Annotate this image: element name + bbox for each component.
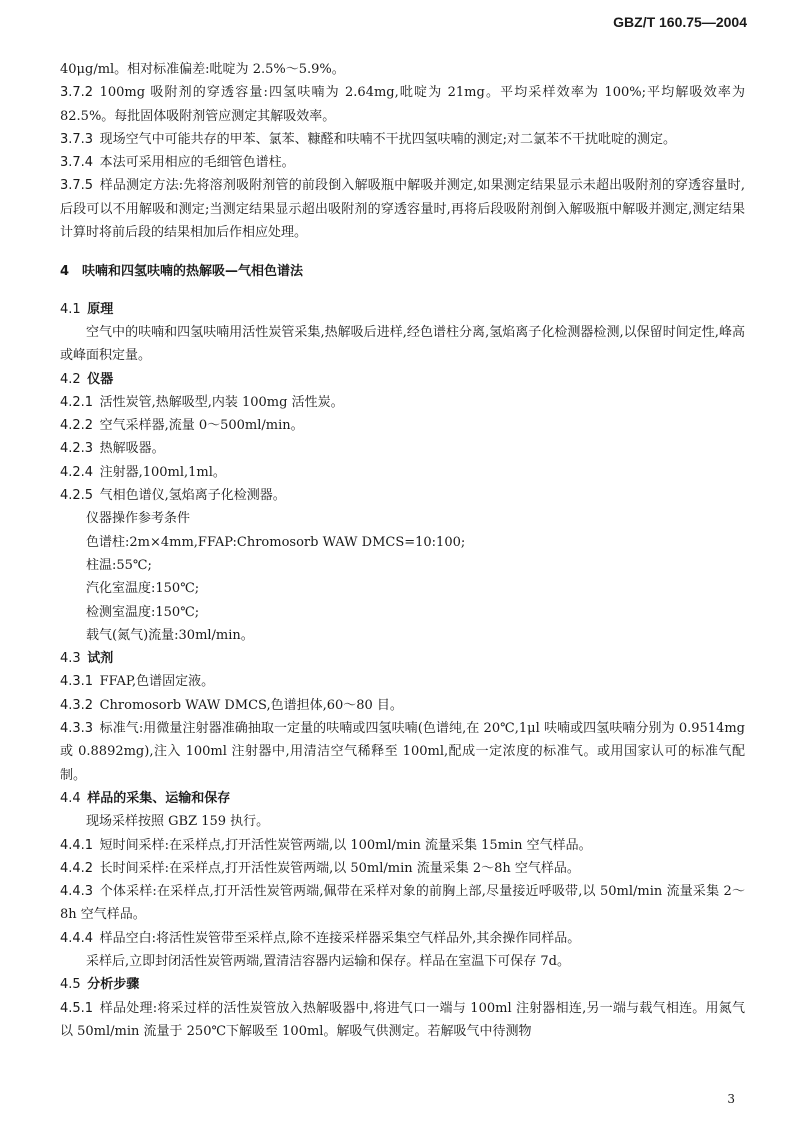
paragraph — [60, 321, 745, 368]
paragraph — [60, 577, 745, 600]
paragraph — [60, 997, 745, 1044]
subsection-heading — [60, 298, 745, 321]
clause-text: 柱温:55℃; — [86, 557, 152, 573]
paragraph — [60, 414, 745, 437]
clause-number: 4.4 — [60, 790, 81, 806]
clause-text: 试剂 — [87, 651, 114, 667]
clause-text: 汽化室温度:150℃; — [86, 581, 200, 597]
clause-number: 4.2.1 — [60, 394, 94, 410]
paragraph — [60, 81, 745, 128]
clause-text: 检测室温度:150℃; — [86, 604, 200, 620]
clause-number: 3.7.3 — [60, 131, 94, 147]
clause-number: 4 — [60, 264, 70, 280]
paragraph — [60, 174, 745, 244]
clause-text: 活性炭管,热解吸型,内装 100mg 活性炭。 — [99, 394, 344, 410]
paragraph — [60, 670, 745, 693]
clause-number: 4.3.2 — [60, 697, 94, 713]
clause-number: 4.2.3 — [60, 441, 94, 457]
clause-text: 本法可采用相应的毛细管色谱柱。 — [99, 155, 295, 171]
clause-number: 3.7.4 — [60, 155, 94, 171]
clause-text: 仪器操作参考条件 — [86, 511, 191, 527]
clause-text: 热解吸器。 — [99, 441, 165, 457]
clause-text: FFAP,色谱固定液。 — [99, 674, 215, 690]
clause-text: 短时间采样:在采样点,打开活性炭管两端,以 100ml/min 流量采集 15min 空气样品。 — [99, 837, 592, 853]
clause-text: 样品空白:将活性炭管带至采样点,除不连接采样器采集空气样品外,其余操作同样品。 — [99, 930, 581, 946]
paragraph — [60, 461, 745, 484]
paragraph — [60, 507, 745, 530]
clause-text: 样品测定方法:先将溶剂吸附剂管的前段倒入解吸瓶中解吸并测定,如果测定结果显示未超出吸附剂的穿透容量时,后段可以不用解吸和测定;当测定结果显示超出吸附剂的穿透容量时,再将后段吸附剂倒入解吸瓶中解吸并测定,测定结果计算时将前后段的结果相加后作相应处理。 — [60, 178, 745, 241]
paragraph — [60, 810, 745, 833]
clause-number: 3.7.5 — [60, 178, 94, 194]
paragraph — [60, 484, 745, 507]
paragraph — [60, 927, 745, 950]
paragraph — [60, 391, 745, 414]
document-body — [60, 58, 745, 1043]
clause-text: 长时间采样:在采样点,打开活性炭管两端,以 50ml/min 流量采集 2～8h 空气样品。 — [99, 860, 580, 876]
clause-number: 4.5 — [60, 977, 81, 993]
paragraph — [60, 151, 745, 174]
clause-number: 4.4.4 — [60, 930, 94, 946]
clause-text: Chromosorb WAW DMCS,色谱担体,60～80 目。 — [99, 697, 403, 713]
clause-text: 注射器,100ml,1ml。 — [99, 464, 226, 480]
paragraph — [60, 437, 745, 460]
clause-text: 空气中的呋喃和四氢呋喃用活性炭管采集,热解吸后进样,经色谱柱分离,氢焰离子化检测器检测,以保留时间定性,峰高或峰面积定量。 — [60, 324, 745, 364]
subsection-heading — [60, 368, 745, 391]
clause-text: 40μg/ml。相对标准偏差:吡啶为 2.5%～5.9%。 — [60, 62, 345, 77]
clause-text: 载气(氮气)流量:30ml/min。 — [86, 627, 254, 643]
subsection-heading — [60, 647, 745, 670]
clause-text: 100mg 吸附剂的穿透容量:四氢呋喃为 2.64mg,吡啶为 21mg。平均采样效率为 100%;平均解吸效率为 82.5%。每批固体吸附剂管应测定其解吸效率。 — [60, 85, 745, 124]
subsection-heading — [60, 973, 745, 996]
paragraph — [60, 58, 745, 81]
clause-number: 4.3.3 — [60, 721, 94, 737]
section-heading — [60, 260, 745, 283]
clause-text: 样品处理:将采过样的活性炭管放入热解吸器中,将进气口一端与 100ml 注射器相连,另一端与载气相连。用氮气以 50ml/min 流量于 250℃下解吸至 100ml。解吸气供测定。若解吸气中待测物 — [60, 1000, 745, 1039]
clause-number: 4.2 — [60, 371, 81, 387]
clause-text: 气相色谱仪,氢焰离子化检测器。 — [99, 488, 286, 504]
paragraph — [60, 531, 745, 554]
paragraph — [60, 717, 745, 787]
clause-number: 4.4.3 — [60, 884, 94, 900]
clause-number: 4.1 — [60, 301, 81, 317]
paragraph — [60, 554, 745, 577]
clause-text: 空气采样器,流量 0～500ml/min。 — [99, 418, 304, 434]
clause-number: 4.3.1 — [60, 674, 94, 690]
clause-text: 呋喃和四氢呋喃的热解吸—气相色谱法 — [82, 264, 304, 280]
clause-number: 3.7.2 — [60, 85, 94, 101]
clause-number: 4.4.2 — [60, 860, 94, 876]
paragraph — [60, 624, 745, 647]
paragraph — [60, 880, 745, 927]
clause-number: 4.5.1 — [60, 1000, 94, 1016]
clause-text: 仪器 — [87, 371, 114, 387]
paragraph — [60, 857, 745, 880]
clause-text: 标准气:用微量注射器准确抽取一定量的呋喃或四氢呋喃(色谱纯,在 20℃,1μl 呋喃或四氢呋喃分别为 0.9514mg 或 0.8892mg),注入 100ml 注射器中,用清洁空气稀释至 100ml,配成一定浓度的标准气。或用国家认可的标准气配制。 — [60, 721, 745, 783]
subsection-heading — [60, 787, 745, 810]
clause-number: 4.2.5 — [60, 488, 94, 504]
page-number: 3 — [727, 1092, 735, 1106]
clause-number: 4.2.2 — [60, 418, 94, 434]
clause-number: 4.3 — [60, 651, 81, 667]
paragraph — [60, 128, 745, 151]
clause-text: 分析步骤 — [87, 977, 140, 993]
clause-text: 样品的采集、运输和保存 — [87, 790, 231, 806]
clause-text: 个体采样:在采样点,打开活性炭管两端,佩带在采样对象的前胸上部,尽量接近呼吸带,以 50ml/min 流量采集 2～8h 空气样品。 — [60, 884, 745, 923]
clause-text: 色谱柱:2m×4mm,FFAP:Chromosorb WAW DMCS=10:100; — [86, 534, 466, 550]
paragraph — [60, 834, 745, 857]
paragraph — [60, 601, 745, 624]
clause-number: 4.2.4 — [60, 464, 94, 480]
clause-text: 采样后,立即封闭活性炭管两端,置清洁容器内运输和保存。样品在室温下可保存 7d。 — [86, 953, 570, 969]
clause-text: 现场采样按照 GBZ 159 执行。 — [86, 814, 270, 830]
clause-text: 现场空气中可能共存的甲苯、氯苯、糠醛和呋喃不干扰四氢呋喃的测定;对二氯苯不干扰吡啶的测定。 — [99, 131, 676, 147]
clause-number: 4.4.1 — [60, 837, 94, 853]
clause-text: 原理 — [87, 301, 114, 317]
paragraph — [60, 694, 745, 717]
document-code-header: GBZ/T 160.75—2004 — [613, 14, 747, 30]
paragraph — [60, 950, 745, 973]
